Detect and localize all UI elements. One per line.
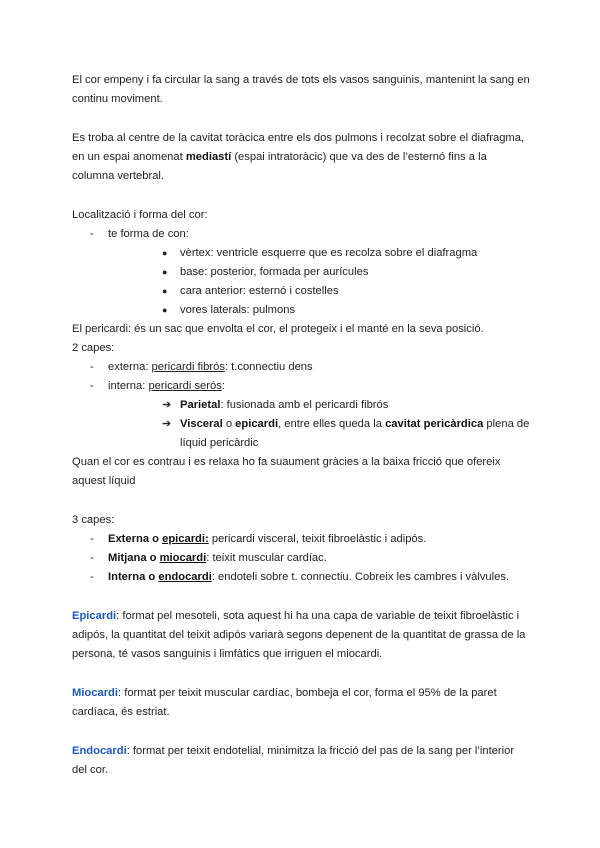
arrow-right-icon: ➔ [162, 399, 172, 411]
friccio-line-1: Quan el cor es contrau i es relaxa ho fa suaument gràcies a la baixa fricció que ofereix [72, 456, 501, 468]
list-dash: - [90, 552, 94, 564]
term-mediastí: mediastí [185, 151, 232, 163]
bullet-icon: ● [162, 267, 168, 277]
section-heading-localitzacio: Localització i forma del cor: [72, 209, 208, 221]
location-line-3: columna vertebral. [72, 170, 165, 182]
epicardi-line-3: persona, té vasos sanguinis i limfàtics que irriguen el miocardi. [72, 648, 383, 660]
epicardi-line-2: adipós, la quantitat del teixit adipós variarà segons depenent de la quantitat de grassa de la [72, 629, 526, 641]
term-miocardi: Miocardi [72, 687, 119, 699]
list-dash: - [90, 228, 94, 240]
list-dash: - [90, 533, 94, 545]
location-line-2: en un espai anomenat mediastí (espai intratoràcic) que va des de l’esternó fins a la [72, 151, 487, 163]
layer-interna: interna: pericardi serós: [108, 380, 225, 392]
list-dash: - [90, 571, 94, 583]
arrow-right-icon: ➔ [162, 418, 172, 430]
miocardi-line-1: Miocardi: format per teixit muscular cardíac, bombeja el cor, forma el 95% de la paret [72, 687, 497, 699]
layer-externa: externa: pericardi fibrós: t.connectiu dens [108, 361, 313, 373]
location-line-1: Es troba al centre de la cavitat toràcica entre els dos pulmons i recolzat sobre el diafragma, [72, 132, 525, 144]
sublayer-visceral: Visceral o epicardi, entre elles queda la cavitat pericàrdica plena de [180, 418, 530, 430]
endocardi-line-1: Endocardi: format per teixit endotelial, minimitza la fricció del pas de la sang per l’interior [72, 745, 515, 757]
intro-line-2: continu moviment. [72, 93, 163, 105]
bullet-icon: ● [162, 286, 168, 296]
friccio-line-2: aquest líquid [72, 475, 136, 487]
list-dash: - [90, 361, 94, 373]
list-item-forma: te forma de con: [108, 228, 189, 240]
endocardi-line-2: del cor. [72, 764, 109, 776]
list-dash: - [90, 380, 94, 392]
layer-epicardi: Externa o epicardi: pericardi visceral, teixit fibroelàstic i adipós. [108, 533, 427, 545]
intro-line-1: El cor empeny i fa circular la sang a través de tots els vasos sanguinis, mantenint la sang en [72, 74, 530, 86]
epicardi-line-1: Epicardi: format pel mesoteli, sota aquest hi ha una capa de variable de teixit fibroelàstic i [72, 610, 520, 622]
subitem-base: base: posterior, formada per aurícules [180, 266, 369, 278]
pericardi-intro: El pericardi: és un sac que envolta el cor, el protegeix i el manté en la seva posició. [72, 323, 484, 335]
bullet-icon: ● [162, 305, 168, 315]
subitem-vertex: vèrtex: ventricle esquerre que es recolza sobre el diafragma [180, 247, 478, 259]
sublayer-visceral-line-2: líquid pericàrdic [180, 437, 259, 449]
subitem-cara-anterior: cara anterior: esternó i costelles [180, 285, 339, 297]
section-heading-3-capes: 3 capes: [72, 514, 115, 526]
miocardi-line-2: cardíaca, és estriat. [72, 706, 170, 718]
bullet-icon: ● [162, 248, 168, 258]
pericardi-capes: 2 capes: [72, 342, 115, 354]
sublayer-parietal: Parietal: fusionada amb el pericardi fibrós [180, 399, 389, 411]
layer-miocardi: Mitjana o miocardi: teixit muscular cardíac. [108, 552, 327, 564]
layer-endocardi: Interna o endocardi: endoteli sobre t. connectiu. Cobreix les cambres i vàlvules. [108, 571, 510, 583]
subitem-vores: vores laterals: pulmons [180, 304, 296, 316]
term-epicardi: Epicardi [72, 610, 117, 622]
term-endocardi: Endocardi [72, 745, 127, 757]
